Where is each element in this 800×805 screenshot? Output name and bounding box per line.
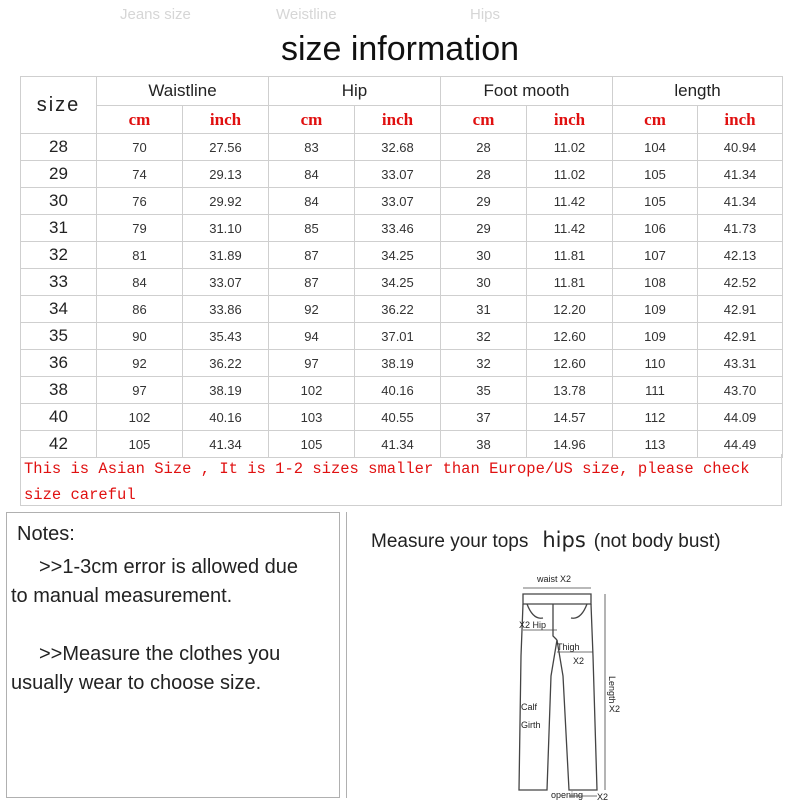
length-inch-cell: 44.49 — [698, 431, 783, 458]
waistband-outline — [523, 594, 591, 604]
foot-mouth-inch-cell: 12.20 — [527, 296, 613, 323]
asian-size-warning: This is Asian Size , It is 1-2 sizes smaller than Europe/US size, please check size careful — [20, 454, 782, 506]
fly-line — [553, 604, 557, 640]
foot-mouth-inch-cell: 11.42 — [527, 188, 613, 215]
hip-inch-cell: 34.25 — [355, 242, 441, 269]
length-cm-cell: 109 — [613, 296, 698, 323]
hip-inch-cell: 34.25 — [355, 269, 441, 296]
table-row — [21, 188, 783, 215]
size-table — [20, 76, 783, 458]
pocket-right — [571, 604, 587, 618]
hip-inch-cell: 33.07 — [355, 161, 441, 188]
hip-cm-cell: 87 — [269, 269, 355, 296]
waist-cm-cell: 70 — [97, 134, 183, 161]
measure-title-note: (not body bust) — [593, 531, 721, 552]
unit-cm: cm — [97, 106, 183, 134]
hip-cm-cell: 85 — [269, 215, 355, 242]
measure-title — [371, 528, 721, 553]
waist-cm-cell: 76 — [97, 188, 183, 215]
table-row — [21, 215, 783, 242]
faint-header-item: Weistline — [276, 6, 337, 23]
hip-cm-cell: 105 — [269, 431, 355, 458]
hip-cm-cell: 94 — [269, 323, 355, 350]
diagram-label-girth: Girth — [521, 720, 541, 730]
length-inch-cell: 41.73 — [698, 215, 783, 242]
waist-cm-cell: 74 — [97, 161, 183, 188]
table-row — [21, 134, 783, 161]
pocket-left — [527, 604, 543, 618]
length-inch-cell: 42.13 — [698, 242, 783, 269]
measure-title-hips: hips — [542, 528, 586, 552]
hip-cm-cell: 92 — [269, 296, 355, 323]
foot-mouth-cm-cell: 30 — [441, 269, 527, 296]
note-1-line-1: >>1-3cm error is allowed due — [39, 556, 299, 578]
notes-panel — [6, 512, 340, 798]
length-cm-cell: 111 — [613, 377, 698, 404]
length-inch-cell: 42.91 — [698, 323, 783, 350]
length-inch-cell: 44.09 — [698, 404, 783, 431]
table-unit-header-row — [21, 106, 783, 134]
hip-inch-cell: 40.55 — [355, 404, 441, 431]
note-2-line-2: usually wear to choose size. — [11, 672, 262, 694]
size-cell: 35 — [21, 323, 97, 350]
hip-inch-cell: 37.01 — [355, 323, 441, 350]
waist-cm-cell: 84 — [97, 269, 183, 296]
foot-mouth-inch-cell: 12.60 — [527, 323, 613, 350]
hip-inch-cell: 33.46 — [355, 215, 441, 242]
foot-mouth-inch-cell: 11.02 — [527, 134, 613, 161]
faint-header — [0, 6, 800, 28]
hip-cm-cell: 102 — [269, 377, 355, 404]
length-inch-cell: 43.70 — [698, 377, 783, 404]
unit-cm: cm — [269, 106, 355, 134]
hip-inch-cell: 32.68 — [355, 134, 441, 161]
diagram-label-length: Length — [607, 676, 617, 704]
waist-cm-cell: 79 — [97, 215, 183, 242]
foot-mouth-cm-cell: 35 — [441, 377, 527, 404]
foot-mouth-cm-cell: 32 — [441, 323, 527, 350]
hip-cm-cell: 103 — [269, 404, 355, 431]
length-cm-cell: 113 — [613, 431, 698, 458]
hip-cm-cell: 97 — [269, 350, 355, 377]
waist-cm-cell: 92 — [97, 350, 183, 377]
length-cm-cell: 105 — [613, 188, 698, 215]
length-inch-cell: 42.91 — [698, 296, 783, 323]
waistline-header: Waistline — [97, 77, 269, 106]
foot-mouth-cm-cell: 38 — [441, 431, 527, 458]
diagram-label-waist: waist X2 — [537, 574, 572, 584]
waist-inch-cell: 27.56 — [183, 134, 269, 161]
length-cm-cell: 112 — [613, 404, 698, 431]
hip-cm-cell: 87 — [269, 242, 355, 269]
waist-cm-cell: 86 — [97, 296, 183, 323]
hip-cm-cell: 84 — [269, 161, 355, 188]
size-cell: 36 — [21, 350, 97, 377]
size-column-header: size — [21, 77, 97, 134]
table-row — [21, 404, 783, 431]
foot-mouth-inch-cell: 14.57 — [527, 404, 613, 431]
size-cell: 38 — [21, 377, 97, 404]
foot-mouth-inch-cell: 14.96 — [527, 431, 613, 458]
waist-inch-cell: 38.19 — [183, 377, 269, 404]
table-row — [21, 161, 783, 188]
foot-mouth-cm-cell: 29 — [441, 215, 527, 242]
size-cell: 31 — [21, 215, 97, 242]
note-2-line-1: >>Measure the clothes you — [39, 643, 281, 665]
foot-mouth-cm-cell: 31 — [441, 296, 527, 323]
size-cell: 34 — [21, 296, 97, 323]
table-row — [21, 323, 783, 350]
waist-cm-cell: 90 — [97, 323, 183, 350]
table-row — [21, 269, 783, 296]
foot-mouth-header: Foot mooth — [441, 77, 613, 106]
table-group-header-row — [21, 77, 783, 106]
length-cm-cell: 104 — [613, 134, 698, 161]
right-leg-outline — [557, 604, 597, 790]
diagram-label-thigh: Thigh — [557, 642, 580, 652]
measure-title-main: Measure your tops — [371, 531, 529, 552]
waist-inch-cell: 33.86 — [183, 296, 269, 323]
unit-cm: cm — [613, 106, 698, 134]
foot-mouth-cm-cell: 30 — [441, 242, 527, 269]
foot-mouth-cm-cell: 28 — [441, 161, 527, 188]
size-cell: 30 — [21, 188, 97, 215]
length-inch-cell: 40.94 — [698, 134, 783, 161]
pants-measurement-diagram — [513, 566, 643, 805]
foot-mouth-inch-cell: 13.78 — [527, 377, 613, 404]
size-cell: 28 — [21, 134, 97, 161]
foot-mouth-cm-cell: 28 — [441, 134, 527, 161]
table-row — [21, 377, 783, 404]
waist-inch-cell: 29.92 — [183, 188, 269, 215]
faint-header-item: Jeans size — [120, 6, 191, 23]
unit-cm: cm — [441, 106, 527, 134]
waist-inch-cell: 33.07 — [183, 269, 269, 296]
waist-cm-cell: 81 — [97, 242, 183, 269]
length-inch-cell: 42.52 — [698, 269, 783, 296]
size-cell: 32 — [21, 242, 97, 269]
foot-mouth-inch-cell: 11.02 — [527, 161, 613, 188]
waist-inch-cell: 31.89 — [183, 242, 269, 269]
length-inch-cell: 41.34 — [698, 188, 783, 215]
length-cm-cell: 110 — [613, 350, 698, 377]
table-row — [21, 350, 783, 377]
waist-cm-cell: 105 — [97, 431, 183, 458]
table-row — [21, 296, 783, 323]
unit-inch: inch — [698, 106, 783, 134]
pants-icon — [513, 566, 643, 800]
foot-mouth-cm-cell: 37 — [441, 404, 527, 431]
unit-inch: inch — [527, 106, 613, 134]
foot-mouth-cm-cell: 32 — [441, 350, 527, 377]
waist-inch-cell: 40.16 — [183, 404, 269, 431]
length-inch-cell: 41.34 — [698, 161, 783, 188]
foot-mouth-inch-cell: 11.81 — [527, 242, 613, 269]
notes-title: Notes: — [17, 523, 75, 545]
length-cm-cell: 108 — [613, 269, 698, 296]
size-cell: 40 — [21, 404, 97, 431]
diagram-label-hip: X2 Hip — [519, 620, 547, 630]
measure-panel — [346, 512, 797, 798]
length-cm-cell: 106 — [613, 215, 698, 242]
waist-cm-cell: 97 — [97, 377, 183, 404]
diagram-label-thigh-x2: X2 — [573, 656, 585, 666]
hip-inch-cell: 38.19 — [355, 350, 441, 377]
unit-inch: inch — [183, 106, 269, 134]
length-header: length — [613, 77, 783, 106]
size-cell: 29 — [21, 161, 97, 188]
waist-inch-cell: 35.43 — [183, 323, 269, 350]
foot-mouth-inch-cell: 11.81 — [527, 269, 613, 296]
foot-mouth-inch-cell: 11.42 — [527, 215, 613, 242]
faint-header-item: Hips — [470, 6, 501, 23]
waist-inch-cell: 31.10 — [183, 215, 269, 242]
page-title: size information — [280, 30, 520, 68]
size-cell: 33 — [21, 269, 97, 296]
waist-cm-cell: 102 — [97, 404, 183, 431]
diagram-label-length-x2: X2 — [609, 704, 621, 714]
diagram-label-opening: opening — [551, 790, 584, 800]
unit-inch: inch — [355, 106, 441, 134]
diagram-label-calf: Calf — [521, 702, 538, 712]
left-leg-outline — [519, 604, 557, 790]
length-inch-cell: 43.31 — [698, 350, 783, 377]
hip-header: Hip — [269, 77, 441, 106]
length-cm-cell: 105 — [613, 161, 698, 188]
waist-inch-cell: 41.34 — [183, 431, 269, 458]
hip-cm-cell: 83 — [269, 134, 355, 161]
length-cm-cell: 109 — [613, 323, 698, 350]
diagram-label-opening-x2: X2 — [597, 792, 609, 800]
note-1-line-2: to manual measurement. — [11, 585, 233, 607]
foot-mouth-inch-cell: 12.60 — [527, 350, 613, 377]
hip-inch-cell: 36.22 — [355, 296, 441, 323]
table-row — [21, 242, 783, 269]
waist-inch-cell: 29.13 — [183, 161, 269, 188]
foot-mouth-cm-cell: 29 — [441, 188, 527, 215]
hip-inch-cell: 41.34 — [355, 431, 441, 458]
hip-inch-cell: 33.07 — [355, 188, 441, 215]
length-cm-cell: 107 — [613, 242, 698, 269]
waist-inch-cell: 36.22 — [183, 350, 269, 377]
size-cell: 42 — [21, 431, 97, 458]
hip-cm-cell: 84 — [269, 188, 355, 215]
hip-inch-cell: 40.16 — [355, 377, 441, 404]
